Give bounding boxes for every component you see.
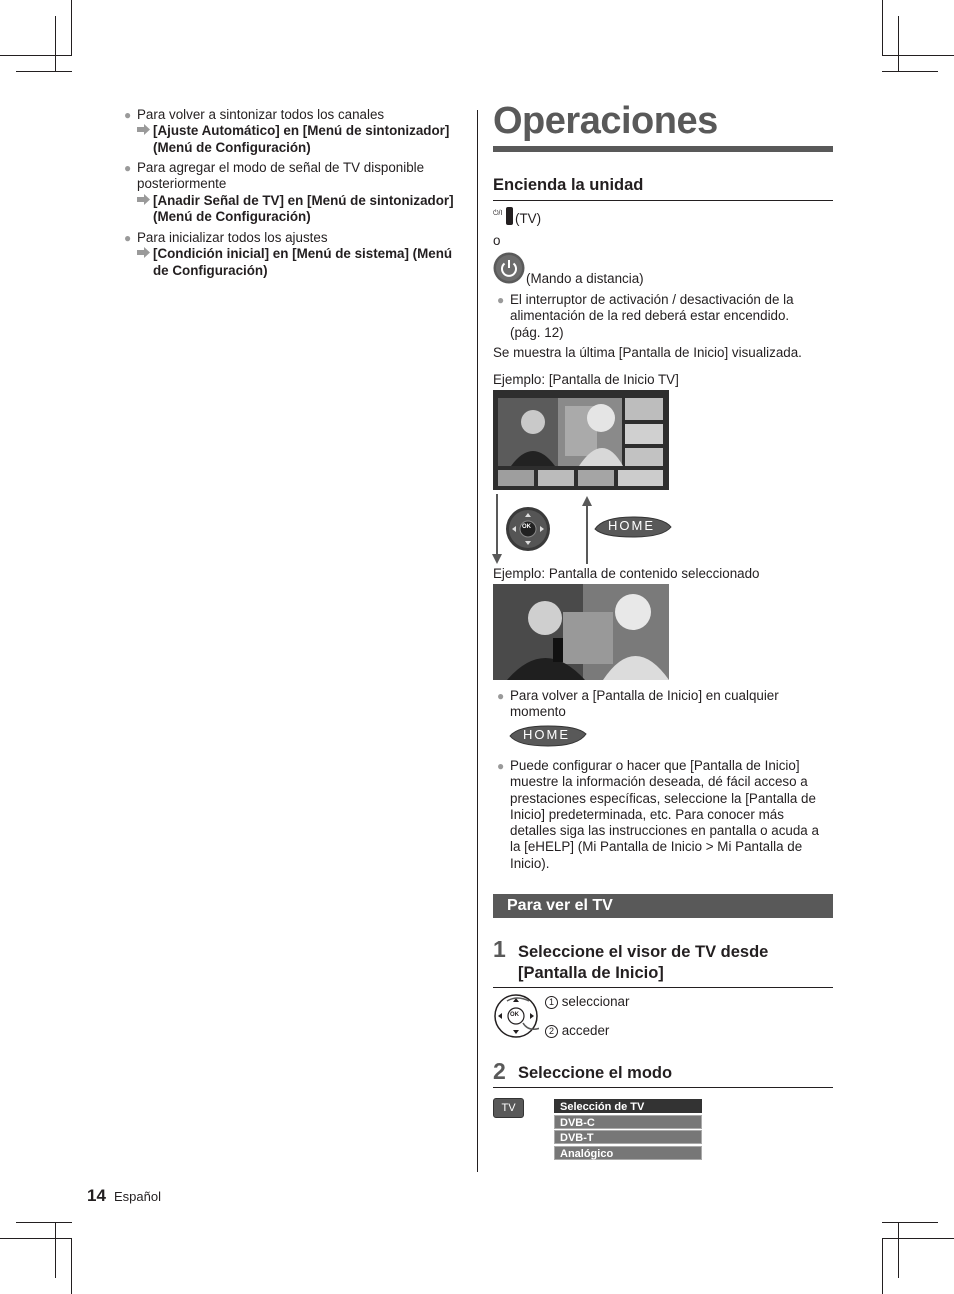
- crop-mark: [882, 1238, 883, 1294]
- bullet-icon: ●: [124, 161, 132, 175]
- step-heading: Seleccione el modo: [518, 1064, 673, 1082]
- crop-mark: [882, 71, 938, 72]
- crop-mark: [882, 1238, 954, 1239]
- crop-mark: [71, 1238, 72, 1294]
- home-button: [593, 515, 673, 539]
- step-rule: [493, 1087, 833, 1088]
- crop-mark: [882, 0, 883, 56]
- bullet-icon: ●: [497, 759, 505, 773]
- ok-label: OK: [510, 1012, 519, 1018]
- section-banner: [493, 894, 833, 918]
- menu-item-dvb-t: DVB-T: [554, 1130, 702, 1144]
- page-number: 14: [87, 1186, 106, 1205]
- circled-number: 1: [545, 996, 558, 1009]
- arrow-right-icon: [137, 247, 150, 258]
- step-number: 1: [493, 936, 506, 962]
- menu-item-dvb-c: DVB-C: [554, 1115, 702, 1129]
- menu-reference-text: [Ajuste Automático] en [Menú de sintonizador] (Menú de Configuración): [153, 123, 450, 155]
- step-number: 2: [493, 1058, 506, 1084]
- crop-mark: [882, 55, 954, 56]
- circled-number: 2: [545, 1025, 558, 1038]
- left-item-text: Para agregar el modo de señal de TV disponible posteriormente: [137, 160, 425, 192]
- tv-selection-menu: [554, 1099, 702, 1161]
- bullet-text: El interruptor de activación / desactivación de la alimentación de la red deberá estar encendido. (pág. 12): [510, 292, 794, 340]
- tv-power-key-icon: [506, 207, 513, 225]
- menu-item-analogico: Analógico: [554, 1146, 702, 1160]
- crop-mark: [898, 16, 899, 72]
- bullet-text: Puede configurar o hacer que [Pantalla de Inicio] muestre la información deseada, dé fácil acceso a prestaciones específicas, seleccione la [Pantalla de Inicio] predeterminada, etc. Para conocer más detalles siga las instrucciones en pantalla o acuda a la [eHELP] (Mi Pantalla de Inicio > Mi Pantalla de Inicio).: [510, 758, 819, 871]
- select-instruction: [545, 994, 629, 1009]
- menu-reference: [137, 246, 467, 279]
- title-underline: [493, 146, 833, 152]
- remote-power-button: [493, 252, 525, 284]
- home-button: [508, 724, 588, 748]
- menu-reference: [137, 123, 467, 156]
- crop-mark: [55, 16, 56, 72]
- body-text: Se muestra la última [Pantalla de Inicio] visualizada.: [493, 345, 802, 360]
- bullet-text: Para volver a [Pantalla de Inicio] en cualquier momento: [510, 688, 779, 720]
- tv-label: (TV): [515, 211, 542, 226]
- left-item-text: Para volver a sintonizar todos los canales: [137, 107, 385, 122]
- column-divider: [477, 110, 478, 1172]
- step-rule: [493, 987, 833, 988]
- content-screen-example-image: [493, 584, 669, 680]
- power-symbol-label: ⏻/I: [493, 210, 503, 217]
- access-instruction: [545, 1023, 609, 1038]
- step-heading-line: Seleccione el visor de TV desde: [518, 943, 769, 961]
- dpad-ok-button: [493, 993, 539, 1039]
- bullet-icon: ●: [124, 231, 132, 245]
- menu-reference-text: [Anadir Señal de TV] en [Menú de sintonizador] (Menú de Configuración): [153, 192, 454, 224]
- arrow-right-icon: [137, 124, 150, 135]
- section-rule: [493, 200, 833, 201]
- info-bullet: [497, 758, 822, 872]
- step-heading: [518, 942, 768, 984]
- bullet-icon: ●: [124, 108, 132, 122]
- crop-mark: [16, 71, 72, 72]
- step-heading-line: [Pantalla de Inicio]: [518, 964, 664, 982]
- crop-mark: [898, 1222, 899, 1278]
- crop-mark: [55, 1222, 56, 1278]
- info-bullet: [497, 292, 810, 341]
- left-list-item: [124, 160, 467, 225]
- content-screen-illustration: [493, 584, 669, 680]
- instruction-label: seleccionar: [561, 994, 630, 1009]
- instruction-label: acceder: [561, 1023, 610, 1038]
- crop-mark: [882, 1222, 938, 1223]
- home-screen-illustration: [493, 390, 669, 490]
- bullet-icon: ●: [497, 689, 505, 703]
- section-banner-title: Para ver el TV: [507, 897, 613, 914]
- arrow-down-icon: [490, 494, 504, 566]
- arrow-right-icon: [137, 194, 150, 205]
- home-screen-example-image: [493, 390, 669, 490]
- home-label: HOME: [523, 727, 570, 742]
- remote-label: (Mando a distancia): [526, 271, 644, 286]
- left-list-item: [124, 107, 467, 156]
- menu-header: Selección de TV: [554, 1099, 702, 1113]
- page-language: Español: [114, 1189, 161, 1204]
- crop-mark: [0, 55, 72, 56]
- info-bullet: [497, 688, 810, 721]
- ok-button: [505, 506, 551, 552]
- crop-mark: [0, 1238, 72, 1239]
- left-list-item: [124, 230, 467, 279]
- page-title: Operaciones: [493, 100, 718, 142]
- menu-reference: [137, 193, 467, 226]
- crop-mark: [71, 0, 72, 56]
- example-caption: Ejemplo: [Pantalla de Inicio TV]: [493, 372, 679, 387]
- power-button-icon: [493, 252, 525, 284]
- or-text: o: [493, 233, 501, 248]
- arrow-up-icon: [580, 494, 594, 564]
- example-caption: Ejemplo: Pantalla de contenido seleccionado: [493, 566, 760, 581]
- home-label: HOME: [608, 518, 655, 533]
- tv-key: TV: [493, 1098, 524, 1118]
- ok-label: OK: [522, 524, 531, 530]
- section-heading: Encienda la unidad: [493, 176, 644, 194]
- left-item-text: Para inicializar todos los ajustes: [137, 230, 328, 245]
- bullet-icon: ●: [497, 293, 505, 307]
- crop-mark: [16, 1222, 72, 1223]
- menu-reference-text: [Condición inicial] en [Menú de sistema] (Menú de Configuración): [153, 246, 453, 278]
